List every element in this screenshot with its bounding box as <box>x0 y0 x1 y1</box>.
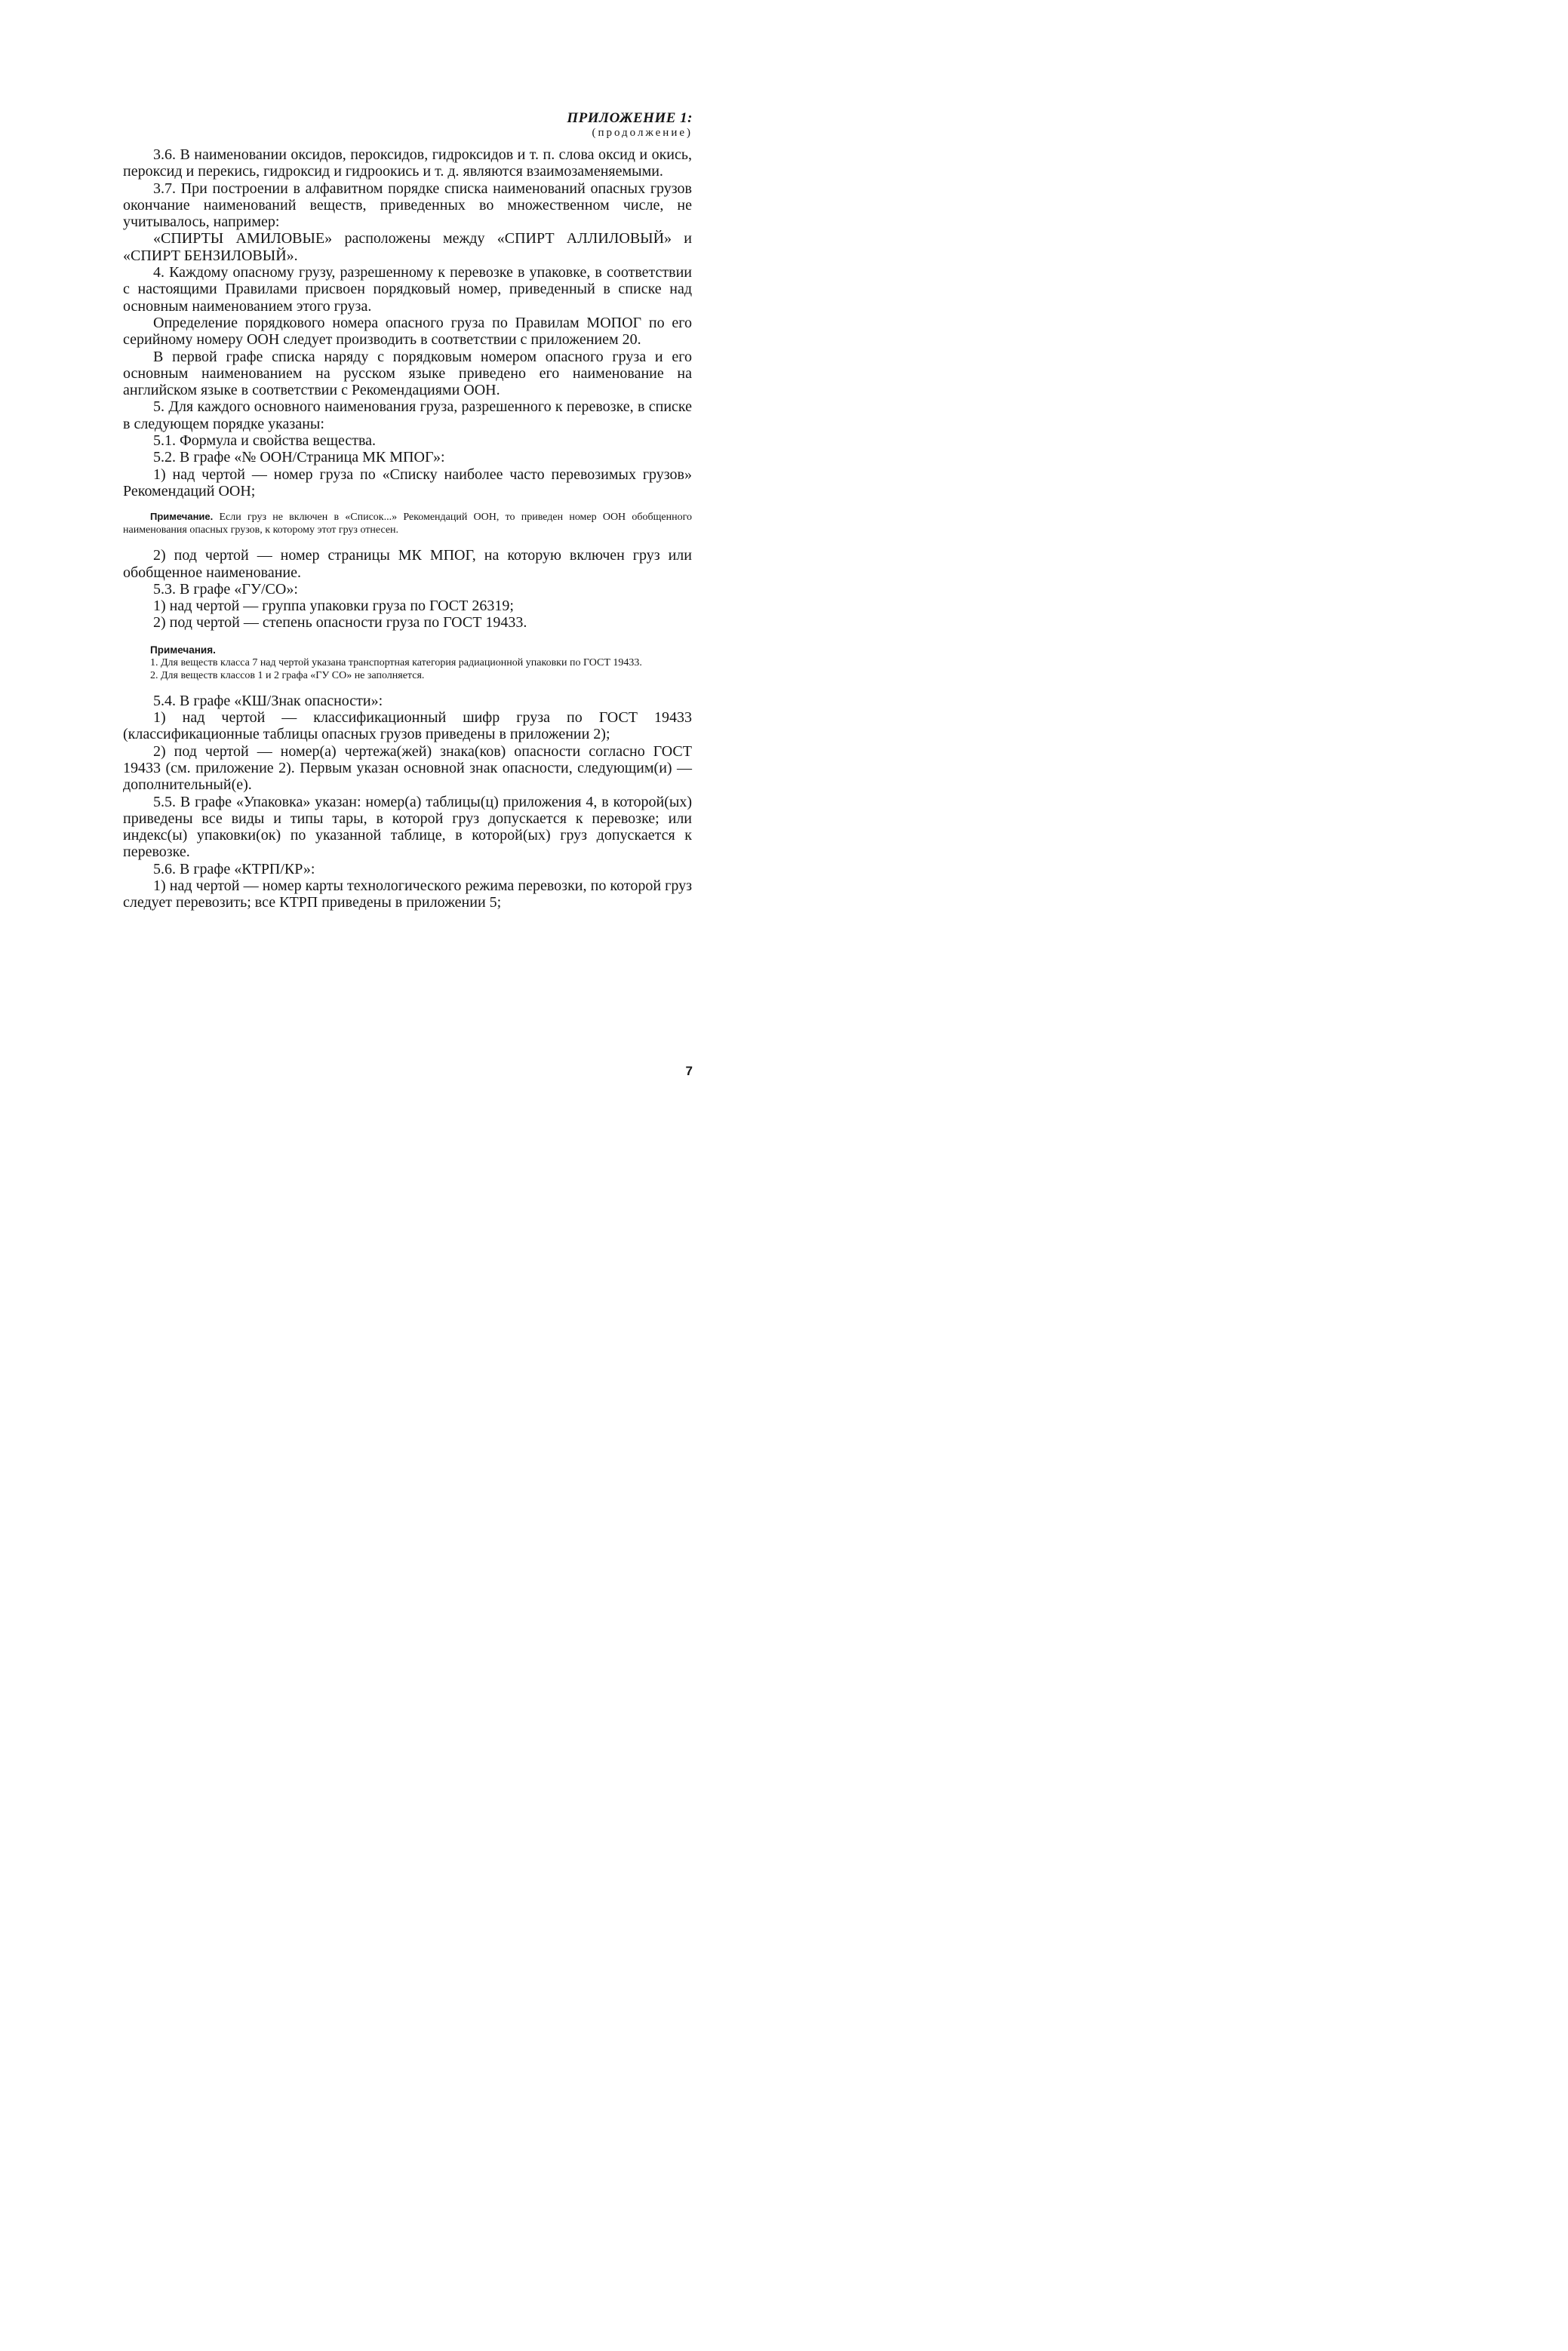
spacer <box>123 536 692 547</box>
spacer <box>123 499 692 510</box>
paragraph-5-4: 5.4. В графе «КШ/Знак опасности»: <box>153 692 383 709</box>
paragraph-5-5: 5.5. В графе «Упаковка» указан: номер(а) таблицы(ц) приложения 4, в которой(ых) приведены все виды и типы тары, в которой груз допускается к перевозке; или индекс(ы) упаковки(ок) по указанной таблице, в которой(ых) груз допускается к перевозке. <box>123 793 692 861</box>
note-item-2: 2. Для веществ классов 1 и 2 графа «ГУ СО» не заполняется. <box>150 669 425 681</box>
paragraph-5-4-item-2: 2) под чертой — номер(а) чертежа(жей) знака(ков) опасности согласно ГОСТ 19433 (см. приложение 2). Первым указан основной знак опасности, следующим(и) — дополнительный(е). <box>123 742 692 794</box>
paragraph-5-2: 5.2. В графе «№ ООН/Страница МК МПОГ»: <box>153 449 445 466</box>
document-page <box>0 0 787 1179</box>
spacer <box>123 632 692 642</box>
paragraph-3-7: 3.7. При построении в алфавитном порядке списка наименований опасных грузов окончание наименований веществ, приведенных во множественном числе, не учитывалось, например: <box>123 180 692 231</box>
appendix-title: ПРИЛОЖЕНИЕ 1: <box>567 110 693 126</box>
paragraph-5-2-item-1: 1) над чертой — номер груза по «Списку наиболее часто перевозимых грузов» Рекомендаций ООН; <box>123 466 692 499</box>
note-5-2 <box>123 510 692 536</box>
document-body <box>123 146 692 911</box>
note-label: Примечание. <box>150 511 214 523</box>
paragraph-5-3-item-2: 2) под чертой — степень опасности груза по ГОСТ 19433. <box>153 614 527 632</box>
note-item-1: 1. Для веществ класса 7 над чертой указана транспортная категория радиационной упаковки по ГОСТ 19433. <box>150 656 642 668</box>
paragraph-5-6-item-1: 1) над чертой — номер карты технологического режима перевозки, по которой груз следует перевозить; все КТРП приведены в приложении 5; <box>123 877 692 911</box>
paragraph-5-2-item-2: 2) под чертой — номер страницы МК МПОГ, на которую включен груз или обобщенное наименование. <box>123 547 692 581</box>
paragraph-4-first-column: В первой графе списка наряду с порядковым номером опасного груза и его основным наименованием на русском языке приведено его наименование на английском языке в соответствии с Рекомендациями ООН. <box>123 348 692 399</box>
paragraph-5-1: 5.1. Формула и свойства вещества. <box>153 432 377 450</box>
note-text: Если груз не включен в «Список...» Рекомендаций ООН, то приведен номер ООН обобщенного наименования опасных грузов, к которому этот груз отнесен. <box>123 512 692 536</box>
notes-heading: Примечания. <box>150 644 216 656</box>
paragraph-3-7-example: «СПИРТЫ АМИЛОВЫЕ» расположены между «СПИРТ АЛЛИЛОВЫЙ» и «СПИРТ БЕНЗИЛОВЫЙ». <box>123 230 692 264</box>
paragraph-5-3: 5.3. В графе «ГУ/СО»: <box>153 580 298 598</box>
paragraph-5-6: 5.6. В графе «КТРП/КР»: <box>153 860 315 877</box>
paragraph-5-3-item-1: 1) над чертой — группа упаковки груза по ГОСТ 26319; <box>153 598 514 615</box>
spacer <box>123 682 692 693</box>
paragraph-5-4-item-1: 1) над чертой — классификационный шифр груза по ГОСТ 19433 (классификационные таблицы опасных грузов приведены в приложении 2); <box>123 709 692 743</box>
paragraph-4: 4. Каждому опасному грузу, разрешенному к перевозке в упаковке, в соответствии с настоящими Правилами присвоен порядковый номер, приведенный в списке над основным наименованием этого груза. <box>123 264 692 315</box>
paragraph-5: 5. Для каждого основного наименования груза, разрешенного к перевозке, в списке в следующем порядке указаны: <box>123 398 692 432</box>
appendix-subtitle: (продолжение) <box>592 127 693 139</box>
paragraph-3-6: 3.6. В наименовании оксидов, пероксидов, гидроксидов и т. п. слова оксид и окись, пероксид и перекись, гидроксид и гидроокись и т. д. являются взаимозаменяемыми. <box>123 146 692 180</box>
page-number: 7 <box>685 1064 693 1078</box>
paragraph-4-definition: Определение порядкового номера опасного груза по Правилам МОПОГ по его серийному номеру ООН следует производить в соответствии с приложением 20. <box>123 314 692 349</box>
